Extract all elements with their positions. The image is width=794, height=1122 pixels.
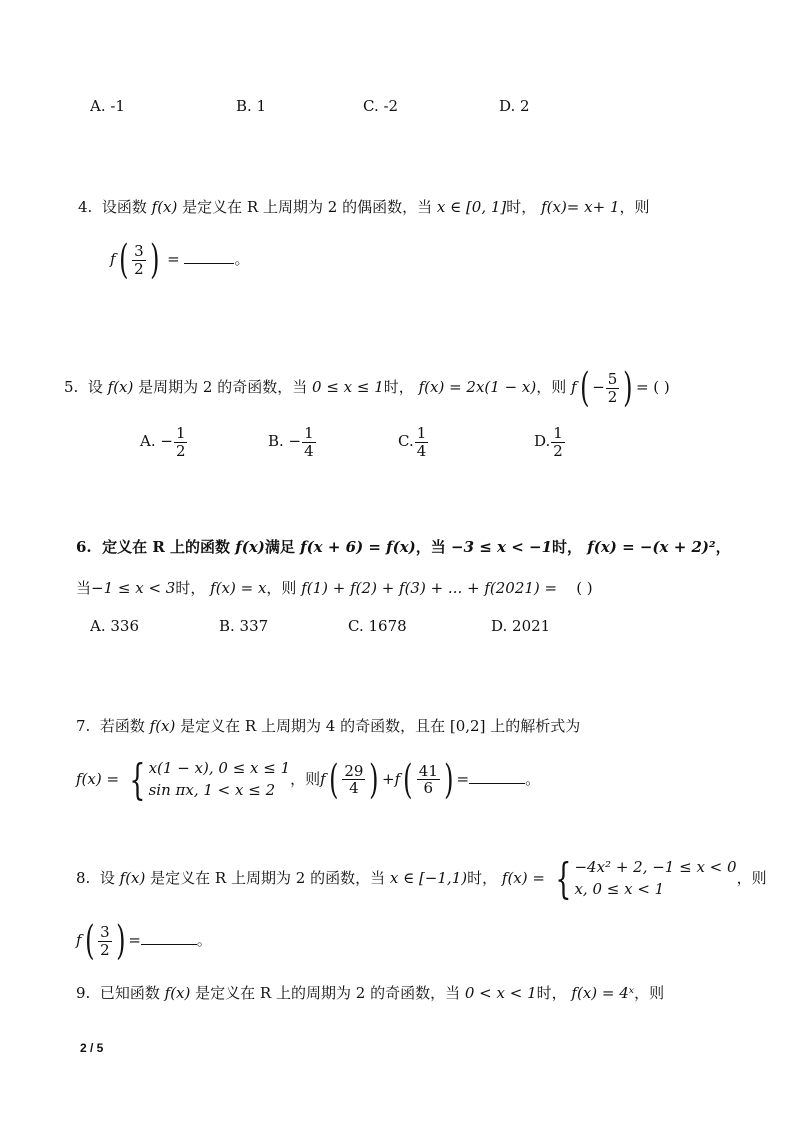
q9-number: 9. xyxy=(76,984,91,1002)
q5-end: = ( ) xyxy=(635,378,670,396)
q4-text: 设函数 xyxy=(101,198,147,216)
q5-option-b xyxy=(268,425,317,459)
q6-line2 xyxy=(76,581,593,596)
right-paren: ) xyxy=(369,756,379,803)
q6-definition2: f(x) = x xyxy=(210,579,267,597)
q8-lhs: f(x) = xyxy=(501,868,545,887)
right-paren: ) xyxy=(623,365,633,411)
page-number: 2 / 5 xyxy=(80,1041,104,1055)
q8-condition: x ∈ [−1,1) xyxy=(389,868,468,887)
q8-equals: = xyxy=(128,931,141,949)
q6-condition1: −3 ≤ x < −1 xyxy=(451,538,553,556)
left-paren: ( xyxy=(403,756,413,803)
q9-text: 是定义在 R 上的周期为 2 的奇函数，当 xyxy=(195,984,461,1002)
q7-case2: sin πx, 1 < x ≤ 2 xyxy=(148,780,276,799)
denominator: 2 xyxy=(553,441,563,460)
q4-equals: = xyxy=(167,250,180,268)
q7-line1 xyxy=(76,719,580,734)
numerator: 1 xyxy=(553,424,563,442)
numerator: 41 xyxy=(418,761,438,780)
q5-option-c xyxy=(398,425,429,459)
q4-text: ，则 xyxy=(619,198,650,216)
q6-option-d: D. 2021 xyxy=(491,617,551,635)
q8-fraction xyxy=(98,924,112,958)
q5-condition: 0 ≤ x ≤ 1 xyxy=(312,378,384,396)
q7-then: ，则 xyxy=(290,769,321,788)
numerator: 5 xyxy=(607,370,618,388)
q7-fx: f(x) xyxy=(149,717,176,735)
q7-text: 若函数 xyxy=(99,717,145,735)
q6-text: ， xyxy=(715,538,731,556)
right-paren: ) xyxy=(149,237,160,283)
q5-option-d xyxy=(534,425,566,459)
q7-text: 上的解析式为 xyxy=(490,717,581,735)
q8-text: 是定义在 R 上周期为 2 的函数，当 xyxy=(150,868,386,887)
q8-answer-blank xyxy=(141,930,197,945)
q7-text: 是定义在 R 上周期为 4 的奇函数，且在 xyxy=(180,717,446,735)
q4-question xyxy=(110,237,250,283)
q9-definition: f(x) = 4ˣ xyxy=(571,984,635,1002)
q7-plus: + xyxy=(382,769,395,788)
q9-text: ，则 xyxy=(634,984,665,1002)
q4-answer-blank xyxy=(184,249,234,264)
option-label: C. xyxy=(398,432,414,450)
q3-option-c: C. -2 xyxy=(363,97,399,115)
q5-text: ，则 xyxy=(536,378,567,396)
q7-line2 xyxy=(76,754,541,804)
q6-option-a: A. 336 xyxy=(90,617,139,635)
numerator: 29 xyxy=(344,761,364,780)
q7-fraction2 xyxy=(417,763,440,797)
q6-option-b: B. 337 xyxy=(219,617,269,635)
q6-text: 定义在 R 上的函数 xyxy=(102,538,231,556)
q4-definition: f(x)= x+ 1 xyxy=(541,198,620,216)
q9-text: 已知函数 xyxy=(99,984,160,1002)
q7-interval: [0,2] xyxy=(449,717,486,735)
q4-fraction xyxy=(132,243,146,277)
q9-condition: 0 < x < 1 xyxy=(464,984,537,1002)
q8-case1: −4x² + 2, −1 ≤ x < 0 xyxy=(574,858,737,876)
denominator: 2 xyxy=(175,441,186,460)
q4-fx: f(x) xyxy=(151,198,178,216)
q6-text: 满足 xyxy=(264,538,295,556)
q9-text: 时， xyxy=(536,984,567,1002)
q5-option-a xyxy=(140,425,188,459)
q8-fx: f(x) xyxy=(119,868,146,887)
q3-option-d: D. 2 xyxy=(499,97,530,115)
q7-fraction1 xyxy=(342,763,365,797)
q4-text: 时， xyxy=(506,198,537,216)
q8-end: 。 xyxy=(196,931,212,949)
numerator: 3 xyxy=(100,923,110,941)
left-paren: ( xyxy=(579,365,590,411)
q4-number: 4. xyxy=(78,198,93,216)
q6-text: 当 xyxy=(76,579,92,597)
left-paren: ( xyxy=(328,756,339,803)
denominator: 2 xyxy=(607,387,618,406)
q8-case2: x, 0 ≤ x < 1 xyxy=(574,879,665,898)
q4-ask-f: f xyxy=(110,250,116,268)
q5-fraction xyxy=(606,371,620,405)
q7-equals: = xyxy=(456,769,470,788)
q5-text: 时， xyxy=(383,378,414,396)
option-label: A. − xyxy=(140,432,173,450)
left-paren: ( xyxy=(118,237,129,283)
q8-text: 时， xyxy=(467,868,498,887)
right-paren: ) xyxy=(115,918,126,964)
left-paren: ( xyxy=(84,918,95,964)
q6-number: 6. xyxy=(76,538,92,556)
q8-number: 8. xyxy=(76,868,91,887)
q5-text: 是周期为 2 的奇函数，当 xyxy=(138,378,308,396)
q7-end: 。 xyxy=(525,769,541,788)
q5-text: 设 xyxy=(87,378,103,396)
left-brace: { xyxy=(555,853,572,903)
q3-option-a: A. -1 xyxy=(90,97,125,115)
q5-fx: f(x) xyxy=(107,378,134,396)
q6-line1 xyxy=(76,540,731,555)
q7-case1: x(1 − x), 0 ≤ x ≤ 1 xyxy=(148,759,291,777)
q4-text: 是定义在 R 上周期为 2 的偶函数，当 xyxy=(182,198,433,216)
q8-text: 设 xyxy=(99,868,115,887)
numerator: 1 xyxy=(416,424,427,442)
option-label: D. xyxy=(534,432,551,450)
q5-definition: f(x) = 2x(1 − x) xyxy=(418,378,537,396)
q6-text: ，则 xyxy=(266,579,297,597)
q5-minus: − xyxy=(592,378,605,396)
q5-number: 5. xyxy=(64,378,79,396)
q6-relation: f(x + 6) = f(x) xyxy=(300,538,416,556)
q6-fx: f(x) xyxy=(235,538,265,556)
q6-text: ，当 xyxy=(415,538,446,556)
q9-line1 xyxy=(76,986,664,1001)
q7-f1: f xyxy=(320,769,326,788)
q8-ask-f: f xyxy=(76,931,82,949)
q6-sum: f(1) + f(2) + f(3) + ... + f(2021) = xyxy=(301,579,558,597)
denominator: 4 xyxy=(304,441,314,460)
q6-condition2: −1 ≤ x < 3 xyxy=(91,579,176,597)
q7-lhs: f(x) = xyxy=(76,769,120,788)
q7-f2: f xyxy=(394,769,401,788)
q3-option-b: B. 1 xyxy=(236,97,267,115)
denominator: 4 xyxy=(349,779,359,798)
right-paren: ) xyxy=(443,756,454,803)
q7-answer-blank xyxy=(469,769,525,784)
q7-number: 7. xyxy=(76,717,91,735)
denominator: 4 xyxy=(416,441,427,460)
q9-fx: f(x) xyxy=(164,984,191,1002)
left-brace: { xyxy=(129,754,146,804)
q6-paren: ( ) xyxy=(576,579,593,597)
q8-line1 xyxy=(76,853,767,903)
q6-definition1: f(x) = −(x + 2)² xyxy=(587,538,716,556)
q7-piecewise xyxy=(124,754,291,804)
q8-question xyxy=(76,918,212,964)
numerator: 3 xyxy=(134,242,144,260)
q6-text: 时， xyxy=(552,538,583,556)
q8-piecewise xyxy=(550,853,737,903)
numerator: 1 xyxy=(175,424,186,442)
denominator: 2 xyxy=(134,259,144,278)
q4-end: 。 xyxy=(234,250,250,268)
q8-text: ，则 xyxy=(736,868,767,887)
option-label: B. − xyxy=(268,432,302,450)
numerator: 1 xyxy=(304,424,314,442)
q6-text: 时， xyxy=(175,579,206,597)
q4-condition: x ∈ [0, 1] xyxy=(436,198,507,216)
q5-ask-f: f xyxy=(571,378,577,396)
denominator: 6 xyxy=(423,779,434,798)
q5-line1 xyxy=(64,365,670,411)
q6-option-c: C. 1678 xyxy=(348,617,407,635)
q4-line1 xyxy=(78,200,650,215)
denominator: 2 xyxy=(100,940,110,959)
